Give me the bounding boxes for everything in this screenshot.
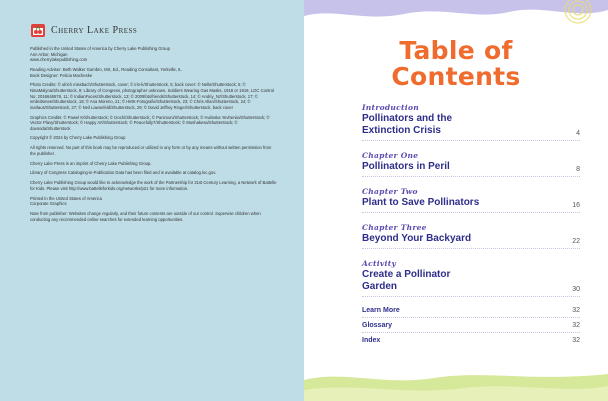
publisher-website: www.cherrylakepublishing.com — [30, 57, 88, 63]
toc-entry-chapter-one[interactable] — [362, 151, 580, 173]
dotted-divider — [362, 176, 580, 177]
entry-page: 32 — [572, 337, 580, 344]
toc-entry-introduction[interactable] — [362, 103, 580, 137]
entry-title-line1: Pollinators and the — [362, 113, 453, 124]
entry-title-line1: Create a Pollinator — [362, 269, 451, 280]
entry-title: Glossary — [362, 322, 392, 329]
back-matter-list — [362, 306, 580, 351]
publisher-logo — [30, 22, 137, 38]
entry-page: 16 — [572, 202, 580, 209]
photo-credits: Photo Credits: © ulrich missbach/Shutterstock, cover; © irin-k/Shutterstock, 5; back cover: © Nello/Shutterstock; 5; © NinaMalyna/Shutterstock, 9; Library of Congress, photographer unknown, Soldiers Wearing Gas Masks, 1918 or 1919, LOC Control No: 2016646578, 11; © IndianFaces/Shutterstock, 13; © 2009fotofriends/Shutterstock, 14; © Andriy_Nz/Shutterstock, 17; © smileitsmee/Shutterstock, 18; © Ana Moreno, 21; © HMK-Fotografie/Shutterstock, 23; © Chris Allan/Shutterstock, 24; © inarlaus/Shutterstock, 27; © Neil Lawonfeld/Shutterstock, 29; © David Jeffrey Ringer/Shutterstock, back cover — [30, 82, 275, 110]
entry-title — [362, 113, 580, 137]
reading-adviser: Reading Adviser: Beth Walker Gambro, MS, Ed., Reading Consultant, Yorkville, IL — [30, 66, 182, 72]
top-wave-decoration — [304, 0, 608, 28]
toc-entries — [362, 103, 580, 301]
bottom-wave-decoration — [304, 368, 608, 401]
dotted-divider — [362, 332, 580, 333]
cataloging-notice: Library of Congress Cataloging-in-Publication Data has been filed and is available at catalog.loc.gov. — [30, 170, 217, 176]
entry-kicker: Activity — [362, 259, 397, 268]
entry-title: Pollinators in Peril — [362, 161, 450, 172]
graphics-credits: Graphics Credits: © Pawel K/Shutterstock; © Izochi/Shutterstock; © Panimoni/Shutterstock; © Hulinska Yevheniia/Shutterstock; © Vector Plavy/Shutterstock; © Happy Art/Shutterstock; © Peacefully7/Shutterstock; © Mushakesa/Shutterstock; © davooda/Shutterstock — [30, 114, 270, 131]
dotted-divider — [362, 140, 580, 141]
toc-title-line2: Contents — [391, 62, 521, 91]
toc-title-line1: Table of — [399, 36, 513, 65]
entry-page: 30 — [572, 286, 580, 293]
book-designer: Book Designer: Felicia Macheske — [30, 72, 93, 78]
dotted-divider — [362, 296, 580, 297]
toc-entry-chapter-three[interactable] — [362, 223, 580, 245]
copyright-line: Copyright © 2024 by Cherry Lake Publishing Group — [30, 135, 126, 141]
entry-kicker: Introduction — [362, 103, 420, 112]
toc-entry-index[interactable] — [362, 336, 580, 351]
entry-page: 4 — [576, 130, 580, 137]
rights-notice: All rights reserved. No part of this book may be reproduced or utilized in any form or by any means without written permission from the publisher. — [30, 145, 272, 156]
entry-title-line2: Extinction Crisis — [362, 125, 441, 136]
p21-notice: Cherry Lake Publishing Group would like to acknowledge the work of the Partnership for 21st Century Learning, a Network of Battelle for Kids. Please visit http://www.battelleforkids.org/networks/p21 for more information. — [30, 180, 277, 191]
entry-title: Learn More — [362, 307, 400, 314]
entry-title: Plant to Save Pollinators — [362, 197, 480, 208]
toc-entry-glossary[interactable] — [362, 321, 580, 336]
entry-kicker: Chapter Two — [362, 187, 418, 196]
toc-title — [304, 38, 608, 90]
publisher-name: Cherry Lake Press — [51, 24, 138, 36]
entry-kicker: Chapter One — [362, 151, 419, 160]
colophon-text — [30, 46, 278, 226]
entry-title: Beyond Your Backyard — [362, 233, 472, 244]
dotted-divider — [362, 248, 580, 249]
entry-title-line2: Garden — [362, 281, 398, 292]
cherry-book-icon — [30, 22, 46, 38]
toc-entry-chapter-two[interactable] — [362, 187, 580, 209]
publisher-note: Note from publisher: Websites change regularly, and their future contents are outside of our control. Supervise children when conducting any recommended online searches for extended learning opportunities. — [30, 210, 261, 222]
entry-page: 32 — [572, 307, 580, 314]
imprint-notice: Cherry Lake Press is an imprint of Cherry Lake Publishing Group. — [30, 160, 152, 166]
entry-page: 8 — [576, 166, 580, 173]
table-of-contents-page — [304, 0, 608, 401]
printed-in: Printed in the United States of America Corporate Graphics — [30, 195, 102, 207]
entry-title: Index — [362, 337, 381, 344]
entry-title — [362, 269, 580, 293]
toc-entry-activity[interactable] — [362, 259, 580, 293]
entry-page: 22 — [572, 238, 580, 245]
toc-entry-learn-more[interactable] — [362, 306, 580, 321]
imprint-line: Published in the United States of America by Cherry Lake Publishing Group — [30, 46, 170, 51]
imprint-city: Ann Arbor, Michigan — [30, 51, 68, 57]
dotted-divider — [362, 212, 580, 213]
entry-kicker: Chapter Three — [362, 223, 427, 232]
dotted-divider — [362, 317, 580, 318]
entry-page: 32 — [572, 322, 580, 329]
